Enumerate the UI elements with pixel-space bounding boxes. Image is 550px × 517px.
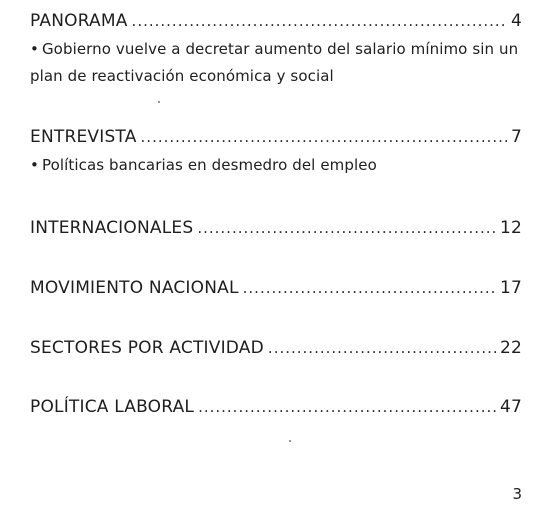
- toc-subitem: [30, 36, 522, 90]
- page-number: 3: [512, 485, 522, 503]
- toc-entry-page-number: 22: [499, 338, 522, 358]
- toc-entry-sectores-por-actividad[interactable]: [30, 336, 522, 360]
- toc-subitem: [30, 152, 522, 179]
- toc-entry-internacionales[interactable]: [30, 216, 522, 240]
- toc-subitem-text: Políticas bancarias en desmedro del empleo: [41, 156, 377, 174]
- toc-subitem-text: Gobierno vuelve a decretar aumento del salario mínimo sin un plan de reactivación económica y social: [30, 40, 519, 85]
- toc-entry-page-number: 17: [499, 278, 522, 298]
- toc-entry-row: [30, 9, 522, 33]
- toc-entry-row: [30, 336, 522, 360]
- toc-entry-politica-laboral[interactable]: [30, 395, 522, 419]
- toc-entry-page-number: 4: [510, 11, 522, 31]
- print-speck: [289, 440, 291, 442]
- toc-entry-title: INTERNACIONALES: [30, 218, 194, 238]
- toc-entry-entrevista[interactable]: [30, 125, 522, 179]
- print-speck: [158, 101, 160, 103]
- toc-entry-row: [30, 216, 522, 240]
- toc-entry-page-number: 12: [499, 218, 522, 238]
- toc-entry-title: ENTREVISTA: [30, 127, 137, 147]
- toc-entry-title: PANORAMA: [30, 11, 128, 31]
- toc-entry-title: MOVIMIENTO NACIONAL: [30, 278, 239, 298]
- dot-leader: [243, 276, 496, 300]
- toc-entry-movimiento-nacional[interactable]: [30, 276, 522, 300]
- dot-leader: [268, 336, 496, 360]
- dot-leader: [132, 9, 507, 33]
- dot-leader: [141, 125, 507, 149]
- toc-entry-row: [30, 395, 522, 419]
- dot-leader: [198, 395, 496, 419]
- bullet-icon: •: [30, 156, 39, 174]
- toc-entry-row: [30, 125, 522, 149]
- toc-entry-page-number: 47: [499, 397, 522, 417]
- bullet-icon: •: [30, 40, 39, 58]
- dot-leader: [197, 216, 496, 240]
- toc-entry-title: POLÍTICA LABORAL: [30, 397, 195, 417]
- toc-entry-row: [30, 276, 522, 300]
- toc-entry-panorama[interactable]: [30, 9, 522, 90]
- toc-entry-title: SECTORES POR ACTIVIDAD: [30, 338, 264, 358]
- toc-entry-page-number: 7: [510, 127, 522, 147]
